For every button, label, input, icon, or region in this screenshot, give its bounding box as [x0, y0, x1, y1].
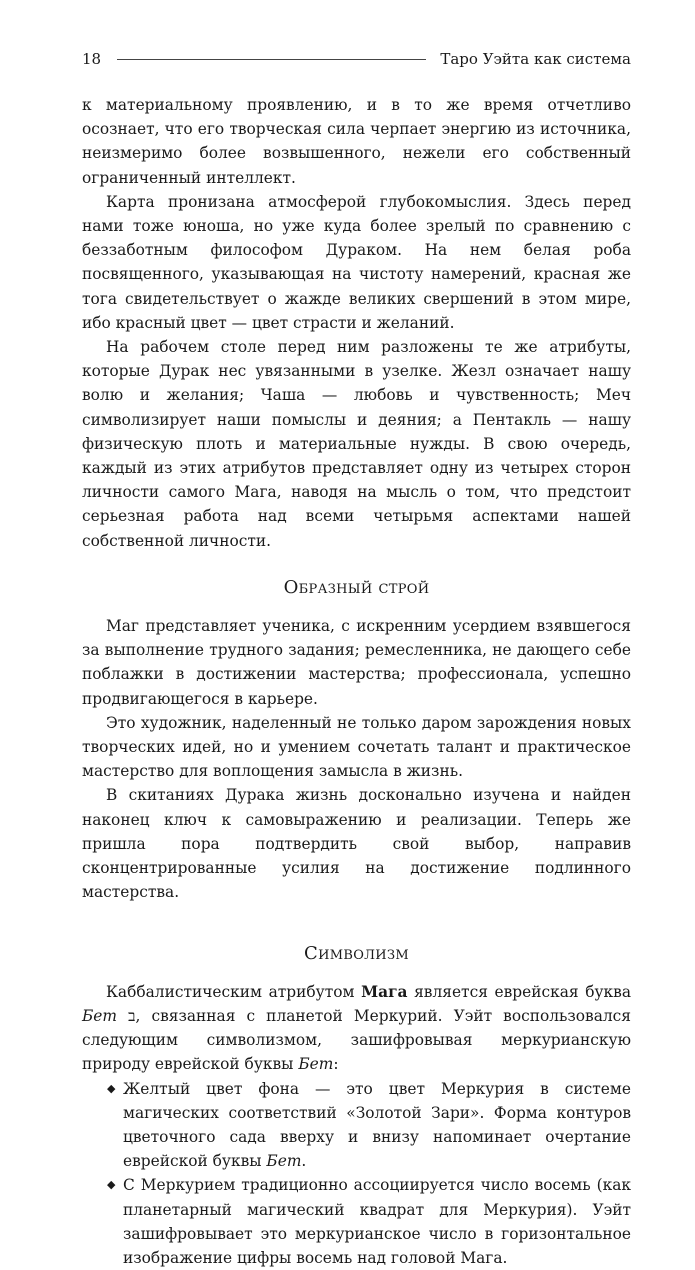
running-title: Таро Уэйта как система [440, 50, 631, 68]
paragraph-continued: к материальному проявлению, и в то же время отчетливо осознает, что его творческая сила черпает энергию из источника, неизмеримо более возвышенного, нежели его собственный ограниченный интеллект. [82, 96, 631, 187]
paragraph: Маг представляет ученика, с искренним усердием взявшегося за выполнение трудного задания; ремесленника, не дающего себе поблажки в достижении мастерства; профессионала, успешно продвигающегося в карьере. [82, 617, 631, 708]
paragraph: В скитаниях Дурака жизнь досконально изучена и найден наконец ключ к самовыражению и реализации. Теперь же пришла пора подтвердить свой выбор, направив сконцентрированные усилия на достижение подлинного мастерства. [82, 786, 631, 902]
text-run: С Меркурием традиционно ассоциируется число восемь (как планетарный магический квадрат для Меркурия). Уэйт зашифровывает это меркурианское число в горизонтальное изображение цифры восемь над головой Мага. [123, 1176, 631, 1267]
bullet-list [82, 1077, 631, 1270]
list-item [82, 1077, 631, 1174]
page-number: 18 [82, 50, 102, 68]
header-rule [117, 59, 426, 60]
bullet-diamond-icon: ◆ [107, 1081, 116, 1095]
italic-term: Бет [82, 1006, 118, 1025]
section-heading-symbolism: Символизм [304, 942, 409, 964]
italic-term: Бет [298, 1055, 334, 1074]
hebrew-letter: ב [117, 1006, 136, 1025]
text-run: . [301, 1152, 307, 1171]
bold-term: Мага [361, 982, 408, 1001]
page-body [82, 93, 631, 1270]
section-heading-imagery: Образный строй [283, 576, 430, 598]
paragraph-symbolism-intro [82, 980, 631, 1077]
italic-term: Бет [266, 1152, 302, 1171]
text-run: : [333, 1055, 339, 1074]
paragraph: Это художник, наделенный не только даром зарождения новых творческих идей, но и умением сочетать талант и практическое мастерство для воплощения замысла в жизнь. [82, 713, 631, 781]
text-run: Желтый цвет фона — это цвет Меркурия в системе магических соответствий «Золотой Зари». Форма контуров цветочного сада вверху и внизу напоминает очертание еврейской буквы [123, 1079, 631, 1171]
text-run: , связанная с планетой Меркурий. Уэйт воспользовался следующим символизмом, зашифровывая меркурианскую природу еврейской буквы [82, 1006, 631, 1074]
paragraph: Карта пронизана атмосферой глубокомыслия. Здесь перед нами тоже юноша, но уже куда более зрелый по сравнению с беззаботным философом Дураком. На нем белая роба посвященного, указывающая на чистоту намерений, красная же тога свидетельствует о жажде великих свершений в этом мире, ибо красный цвет — цвет страсти и желаний. [82, 192, 631, 332]
text-run: является еврейская буква [407, 982, 631, 1001]
paragraph: На рабочем столе перед ним разложены те же атрибуты, которые Дурак нес увязанными в узелке. Жезл означает нашу волю и желания; Чаша — любовь и чувственность; Меч символизирует наши помыслы и деяния; а Пентакль — нашу физическую плоть и материальные нужды. В свою очередь, каждый из этих атрибутов представляет одну из четырех сторон личности самого Мага, наводя на мысль о том, что предстоит серьезная работа над всеми четырьмя аспектами нашей собственной личности. [82, 338, 631, 550]
text-run: Каббалистическим атрибутом [106, 982, 362, 1001]
list-item [82, 1173, 631, 1270]
page-header [82, 49, 631, 69]
bullet-diamond-icon: ◆ [107, 1178, 116, 1192]
